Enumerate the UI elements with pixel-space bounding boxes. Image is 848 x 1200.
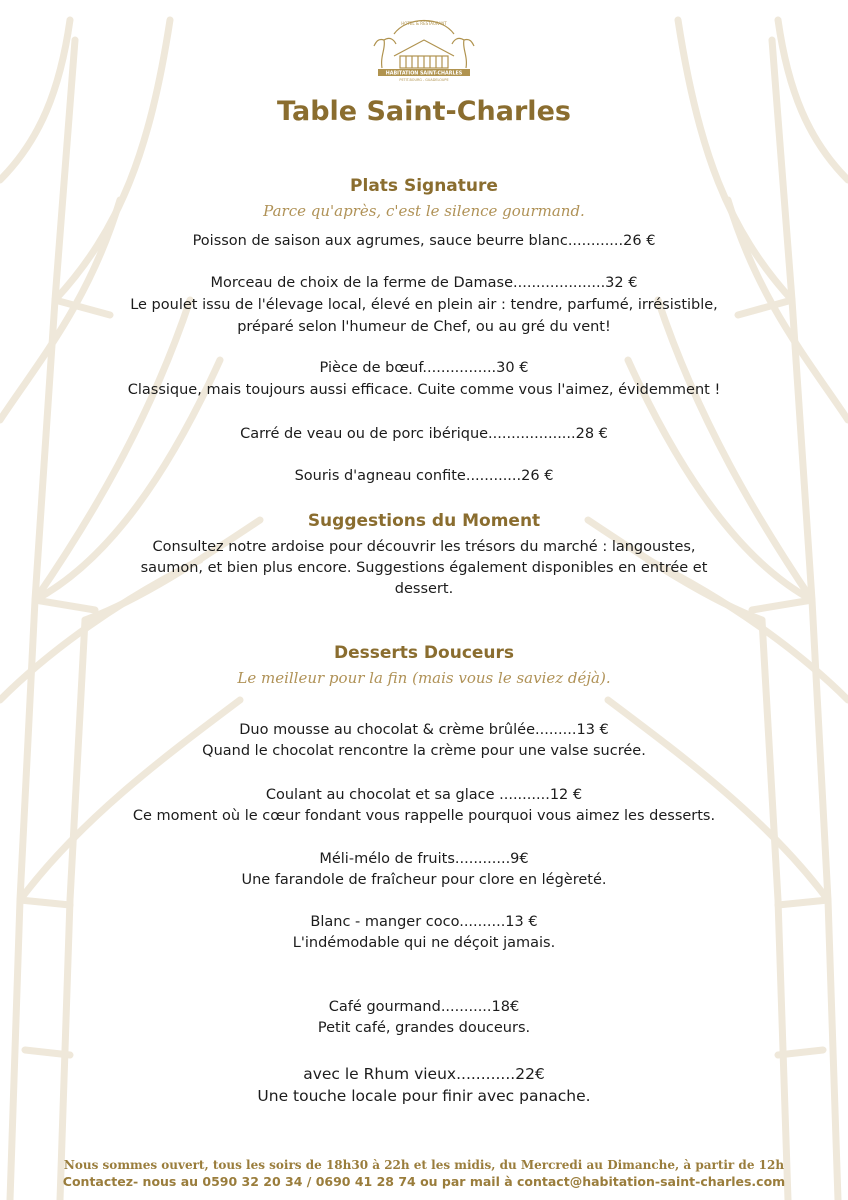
menu-line: Le poulet issu de l'élevage local, élevé en plein air : tendre, parfumé, irrésistible, xyxy=(130,297,718,313)
menu-line: L'indémodable qui ne déçoit jamais. xyxy=(292,935,556,951)
menu-line: préparé selon l'humeur de Chef, ou au gré du vent! xyxy=(237,319,611,335)
page-title: Table Saint-Charles xyxy=(277,96,571,127)
menu-line: avec le Rhum vieux............22€ xyxy=(303,1065,545,1083)
menu-line: Duo mousse au chocolat & crème brûlée.........13 € xyxy=(239,722,609,738)
menu-line: Une farandole de fraîcheur pour clore en légèreté. xyxy=(241,872,607,888)
menu-line: Carré de veau ou de porc ibérique...................28 € xyxy=(240,426,608,442)
section-title-plats: Plats Signature xyxy=(350,176,498,196)
menu-line: saumon, et bien plus encore. Suggestions également disponibles en entrée et xyxy=(140,560,708,576)
svg-text:PETIT-BOURG - GUADELOUPE: PETIT-BOURG - GUADELOUPE xyxy=(399,78,449,82)
svg-text:HOTEL & RESTAURANT: HOTEL & RESTAURANT xyxy=(401,21,447,26)
menu-line: Consultez notre ardoise pour découvrir les trésors du marché : langoustes, xyxy=(152,539,696,555)
menu-line: Pièce de bœuf................30 € xyxy=(319,360,529,376)
menu-line: Café gourmand...........18€ xyxy=(328,999,520,1015)
menu-line: Classique, mais toujours aussi efficace. Cuite comme vous l'aimez, évidemment ! xyxy=(127,382,721,398)
menu-line: Poisson de saison aux agrumes, sauce beurre blanc............26 € xyxy=(192,233,656,249)
habitation-house-logo xyxy=(372,12,476,82)
menu-line: Souris d'agneau confite............26 € xyxy=(294,468,554,484)
menu-line: dessert. xyxy=(394,581,454,597)
desserts-tagline: Le meilleur pour la fin (mais vous le saviez déjà). xyxy=(237,669,611,687)
plats-tagline: Parce qu'après, c'est le silence gourmand. xyxy=(263,202,585,220)
menu-line: Morceau de choix de la ferme de Damase....................32 € xyxy=(210,275,638,291)
opening-hours: Nous sommes ouvert, tous les soirs de 18h30 à 22h et les midis, du Mercredi au Dimanche, à partir de 12h xyxy=(63,1158,785,1172)
menu-line: Une touche locale pour finir avec panache. xyxy=(257,1087,591,1105)
section-title-suggestions: Suggestions du Moment xyxy=(307,511,541,531)
menu-line: Petit café, grandes douceurs. xyxy=(317,1020,531,1036)
menu-line: Méli-mélo de fruits............9€ xyxy=(319,851,529,867)
menu-line: Coulant au chocolat et sa glace ...........12 € xyxy=(265,787,583,803)
section-title-desserts: Desserts Douceurs xyxy=(333,643,515,663)
menu-line: Ce moment où le cœur fondant vous rappelle pourquoi vous aimez les desserts. xyxy=(132,808,716,824)
menu-line: Blanc - manger coco..........13 € xyxy=(310,914,538,930)
svg-text:HABITATION SAINT-CHARLES: HABITATION SAINT-CHARLES xyxy=(385,71,463,77)
contact-info: Contactez- nous au 0590 32 20 34 / 0690 41 28 74 ou par mail à contact@habitation-saint-charles.com xyxy=(62,1174,786,1189)
menu-line: Quand le chocolat rencontre la crème pour une valse sucrée. xyxy=(202,743,646,759)
